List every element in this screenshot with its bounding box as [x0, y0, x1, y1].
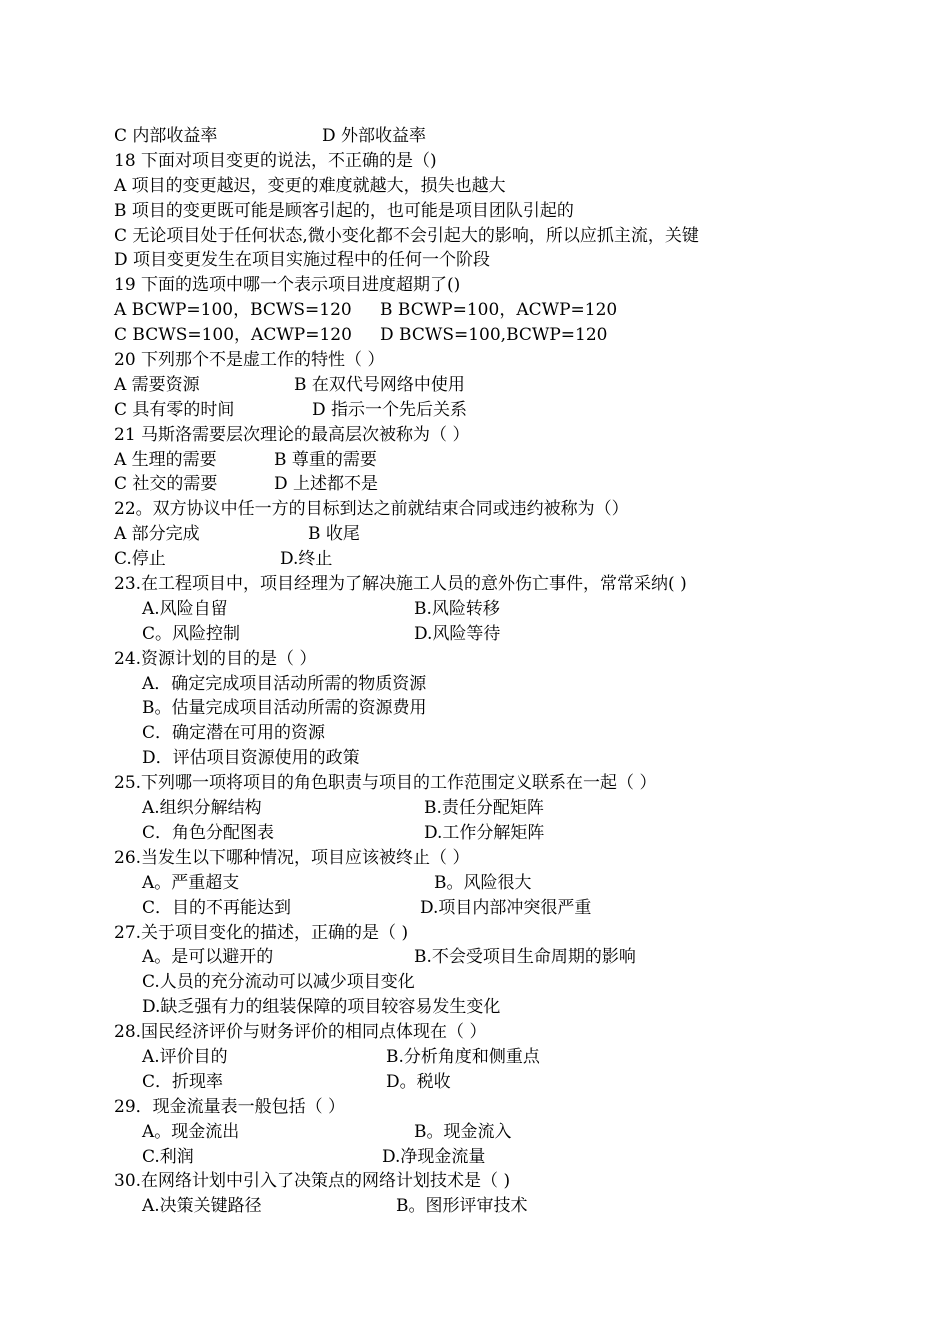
- line-text: A 项目的变更越迟，变更的难度就越大，损失也越大: [114, 175, 506, 196]
- line-text: C 社交的需要: [114, 474, 218, 495]
- option-text: D.风险等待: [414, 623, 501, 644]
- line-text: 30.在网络计划中引入了决策点的网络计划技术是（ ): [114, 1171, 511, 1192]
- line-text: D．评估项目资源使用的政策: [142, 748, 360, 769]
- text-line: [114, 970, 814, 995]
- option-text: B.分析角度和侧重点: [386, 1046, 540, 1067]
- line-text: 25.下列哪一项将项目的角色职责与项目的工作范围定义联系在一起（ ）: [114, 773, 657, 794]
- text-line: [114, 248, 814, 273]
- text-line: [114, 821, 814, 846]
- text-line: [114, 871, 814, 896]
- text-line: [114, 1169, 814, 1194]
- option-text: B.不会受项目生命周期的影响: [414, 947, 636, 968]
- line-text: 23.在工程项目中，项目经理为了解决施工人员的意外伤亡事件，常常采纳( ): [114, 574, 687, 595]
- text-line: [114, 672, 814, 697]
- line-text: A。是可以避开的: [142, 947, 274, 968]
- line-text: C．角色分配图表: [142, 822, 275, 843]
- line-text: A 生理的需要: [114, 449, 217, 470]
- option-text: B。风险很大: [434, 872, 532, 893]
- line-text: C．确定潜在可用的资源: [142, 723, 326, 744]
- text-line: [114, 522, 814, 547]
- option-text: B。图形评审技术: [396, 1196, 528, 1217]
- line-text: C.停止: [114, 549, 166, 570]
- line-text: 22。双方协议中任一方的目标到达之前就结束合同或违约被称为（）: [114, 499, 629, 520]
- line-text: A 需要资源: [114, 374, 200, 395]
- line-text: D.缺乏强有力的组装保障的项目较容易发生变化: [142, 997, 501, 1018]
- option-text: B 尊重的需要: [274, 449, 377, 470]
- line-text: C。风险控制: [142, 623, 241, 644]
- line-text: 26.当发生以下哪种情况，项目应该被终止（ ）: [114, 847, 470, 868]
- text-line: [114, 472, 814, 497]
- line-text: 21 马斯洛需要层次理论的最高层次被称为（ ）: [114, 424, 470, 445]
- line-text: C 具有零的时间: [114, 399, 235, 420]
- text-line: [114, 572, 814, 597]
- line-text: C 无论项目处于任何状态,微小变化都不会引起大的影响，所以应抓主流，关键: [114, 225, 699, 246]
- option-text: B.责任分配矩阵: [424, 798, 544, 819]
- text-line: [114, 497, 814, 522]
- text-line: [114, 647, 814, 672]
- text-line: [114, 273, 814, 298]
- option-text: D.终止: [280, 549, 333, 570]
- line-text: C BCWS=100，ACWP=120: [114, 325, 352, 346]
- line-text: C．折现率: [142, 1071, 224, 1092]
- text-line: [114, 373, 814, 398]
- text-line: [114, 796, 814, 821]
- option-text: B 在双代号网络中使用: [294, 374, 465, 395]
- line-text: 28.国民经济评价与财务评价的相同点体现在（ ）: [114, 1022, 487, 1043]
- text-line: [114, 597, 814, 622]
- text-line: [114, 945, 814, 970]
- line-text: 24.资源计划的目的是（ ）: [114, 648, 317, 669]
- option-text: B 收尾: [308, 524, 360, 545]
- line-text: A。现金流出: [142, 1121, 240, 1142]
- option-text: B BCWP=100，ACWP=120: [380, 300, 618, 321]
- text-line: [114, 995, 814, 1020]
- line-text: C.利润: [142, 1146, 194, 1167]
- text-line: [114, 199, 814, 224]
- text-line: [114, 398, 814, 423]
- text-line: [114, 224, 814, 249]
- line-text: B。估量完成项目活动所需的资源费用: [142, 698, 427, 719]
- option-text: D BCWS=100,BCWP=120: [380, 325, 608, 346]
- text-line: [114, 423, 814, 448]
- text-line: [114, 622, 814, 647]
- text-line: [114, 846, 814, 871]
- text-line: [114, 896, 814, 921]
- option-text: D 指示一个先后关系: [312, 399, 468, 420]
- line-text: B 项目的变更既可能是顾客引起的，也可能是项目团队引起的: [114, 200, 574, 221]
- text-line: [114, 746, 814, 771]
- text-line: [114, 298, 814, 323]
- text-line: [114, 1120, 814, 1145]
- line-text: A.组织分解结构: [142, 798, 262, 819]
- line-text: C.人员的充分流动可以减少项目变化: [142, 972, 415, 993]
- line-text: A.评价目的: [142, 1046, 228, 1067]
- line-text: A 部分完成: [114, 524, 200, 545]
- text-line: [114, 696, 814, 721]
- text-line: [114, 149, 814, 174]
- line-text: 27.关于项目变化的描述，正确的是（ ): [114, 922, 409, 943]
- line-text: 19 下面的选项中哪一个表示项目进度超期了(): [114, 275, 461, 296]
- text-line: [114, 1045, 814, 1070]
- option-text: B。现金流入: [414, 1121, 512, 1142]
- line-text: D 项目变更发生在项目实施过程中的任何一个阶段: [114, 250, 491, 271]
- text-line: [114, 921, 814, 946]
- text-line: [114, 1194, 814, 1219]
- option-text: D.净现金流量: [382, 1146, 486, 1167]
- option-text: B.风险转移: [414, 598, 500, 619]
- text-line: [114, 1095, 814, 1120]
- line-text: 20 下列那个不是虚工作的特性（ ）: [114, 350, 385, 371]
- line-text: 18 下面对项目变更的说法，不正确的是（): [114, 150, 437, 171]
- text-line: [114, 174, 814, 199]
- text-line: [114, 547, 814, 572]
- text-line: [114, 1020, 814, 1045]
- line-text: A.风险自留: [142, 598, 228, 619]
- line-text: 29．现金流量表一般包括（ ）: [114, 1096, 346, 1117]
- text-line: [114, 348, 814, 373]
- question-list: [114, 124, 814, 1219]
- line-text: A。严重超支: [142, 872, 240, 893]
- option-text: D.工作分解矩阵: [424, 822, 545, 843]
- line-text: C 内部收益率: [114, 126, 218, 146]
- text-line: [114, 323, 814, 348]
- text-line: [114, 124, 814, 149]
- line-text: A BCWP=100，BCWS=120: [114, 300, 352, 321]
- text-line: [114, 771, 814, 796]
- option-text: D 外部收益率: [322, 126, 427, 146]
- option-text: D 上述都不是: [274, 474, 379, 495]
- text-line: [114, 1070, 814, 1095]
- line-text: C．目的不再能达到: [142, 897, 292, 918]
- line-text: A．确定完成项目活动所需的物质资源: [142, 673, 427, 694]
- text-line: [114, 1145, 814, 1170]
- option-text: D.项目内部冲突很严重: [420, 897, 592, 918]
- line-text: A.决策关键路径: [142, 1196, 262, 1217]
- text-line: [114, 721, 814, 746]
- option-text: D。税收: [386, 1071, 451, 1092]
- text-line: [114, 448, 814, 473]
